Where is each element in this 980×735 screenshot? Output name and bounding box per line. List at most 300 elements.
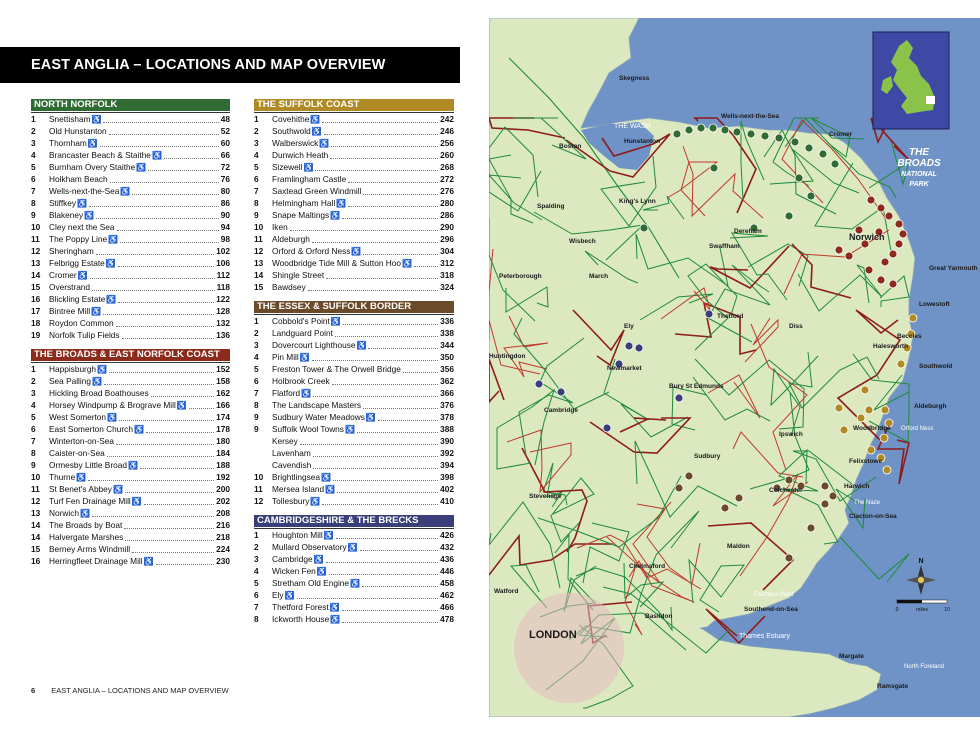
- entry-page-number: 162: [216, 388, 230, 398]
- index-entry: [254, 459, 454, 471]
- entry-number: 9: [254, 424, 259, 434]
- location-marker[interactable]: [889, 250, 897, 258]
- wheelchair-access-icon: ♿: [106, 294, 117, 304]
- wheelchair-access-icon: ♿: [91, 306, 102, 316]
- entry-number: 12: [31, 496, 41, 506]
- index-entry: [254, 351, 454, 363]
- entry-page-number: 202: [216, 496, 230, 506]
- location-marker[interactable]: [761, 132, 769, 140]
- entry-number: 4: [31, 150, 36, 160]
- entry-name: Stiffkey: [49, 198, 77, 208]
- town-label: Huntingdon: [489, 353, 526, 360]
- index-entry: [31, 209, 230, 221]
- entry-name: Horsey Windpump & Brograve Mill: [49, 400, 176, 410]
- index-entry: [31, 543, 230, 555]
- entry-page-number: 378: [440, 412, 454, 422]
- location-marker[interactable]: [895, 240, 903, 248]
- entry-number: 14: [31, 532, 41, 542]
- location-marker[interactable]: [673, 130, 681, 138]
- entry-number: 12: [31, 246, 41, 256]
- location-marker[interactable]: [805, 144, 813, 152]
- town-label: Chelmsford: [629, 563, 666, 570]
- location-marker[interactable]: [829, 492, 837, 500]
- location-marker[interactable]: [909, 314, 917, 322]
- index-entry: [31, 125, 230, 137]
- entry-page-number: 48: [220, 114, 230, 124]
- entry-name: Covehithe: [272, 114, 310, 124]
- leader-dots: [414, 259, 438, 267]
- wheelchair-access-icon: ♿: [284, 590, 295, 600]
- leader-dots: [348, 199, 438, 207]
- index-entry: [31, 375, 230, 387]
- entry-number: 15: [254, 282, 264, 292]
- entry-name: Saxtead Green Windmill: [272, 186, 362, 196]
- location-marker[interactable]: [897, 360, 905, 368]
- entry-list: [31, 112, 230, 341]
- entry-page-number: 366: [440, 388, 454, 398]
- location-marker[interactable]: [867, 196, 875, 204]
- leader-dots: [368, 341, 438, 349]
- leader-dots: [300, 437, 438, 445]
- entry-name: Cromer: [49, 270, 77, 280]
- entry-name: Landguard Point: [272, 328, 333, 338]
- entry-number: 3: [254, 340, 259, 350]
- location-marker[interactable]: [881, 258, 889, 266]
- location-marker[interactable]: [697, 124, 705, 132]
- section-brecks: [254, 515, 454, 625]
- town-label: Margate: [839, 653, 864, 660]
- wheelchair-access-icon: ♿: [310, 114, 321, 124]
- wheelchair-access-icon: ♿: [310, 496, 321, 506]
- location-marker[interactable]: [710, 164, 718, 172]
- wheelchair-access-icon: ♿: [105, 258, 116, 268]
- wheelchair-access-icon: ♿: [313, 554, 324, 564]
- leader-dots: [103, 307, 214, 315]
- town-label: Halesworth: [873, 343, 909, 350]
- entry-page-number: 128: [216, 306, 230, 316]
- entry-name: Cavendish: [272, 460, 312, 470]
- leader-dots: [88, 473, 214, 481]
- entry-page-number: 200: [216, 484, 230, 494]
- wheelchair-access-icon: ♿: [112, 484, 123, 494]
- entry-page-number: 336: [440, 316, 454, 326]
- wheelchair-access-icon: ♿: [87, 138, 98, 148]
- index-entry: [254, 315, 454, 327]
- location-marker[interactable]: [865, 406, 873, 414]
- location-marker[interactable]: [640, 224, 648, 232]
- leader-dots: [363, 401, 438, 409]
- wheelchair-access-icon: ♿: [303, 162, 314, 172]
- location-marker[interactable]: [835, 404, 843, 412]
- location-marker[interactable]: [535, 380, 543, 388]
- leader-dots: [313, 389, 438, 397]
- leader-dots: [132, 187, 218, 195]
- town-label: Watford: [494, 588, 519, 595]
- index-entry: [254, 577, 454, 589]
- entry-number: 3: [254, 554, 259, 564]
- entry-page-number: 178: [216, 424, 230, 434]
- location-marker[interactable]: [685, 472, 693, 480]
- leader-dots: [342, 615, 438, 623]
- sea-label-fastness-point: Fastness Point: [754, 592, 794, 598]
- entry-name: Turf Fen Drainage Mill: [49, 496, 131, 506]
- location-marker[interactable]: [795, 174, 803, 182]
- entry-page-number: 356: [440, 364, 454, 374]
- entry-name: Ormesby Little Broad: [49, 460, 127, 470]
- sea-label-the-wash: THE WASH: [614, 123, 651, 130]
- entry-name: Kersey: [272, 436, 298, 446]
- entry-number: 8: [254, 198, 259, 208]
- leader-dots: [124, 521, 214, 529]
- index-entry: [31, 495, 230, 507]
- location-marker[interactable]: [819, 150, 827, 158]
- location-marker[interactable]: [791, 138, 799, 146]
- location-marker[interactable]: [883, 466, 891, 474]
- entry-number: 5: [254, 162, 259, 172]
- entry-number: 3: [31, 388, 36, 398]
- entry-page-number: 230: [216, 556, 230, 566]
- location-marker[interactable]: [675, 394, 683, 402]
- leader-dots: [110, 175, 219, 183]
- town-label: Boston: [559, 143, 582, 150]
- wheelchair-access-icon: ♿: [301, 388, 312, 398]
- location-marker[interactable]: [733, 128, 741, 136]
- index-entry: [254, 221, 454, 233]
- index-entry: [254, 281, 454, 293]
- entry-number: 14: [254, 270, 264, 280]
- svg-text:0: 0: [895, 607, 899, 613]
- wheelchair-access-icon: ♿: [127, 460, 138, 470]
- entry-name: Berney Arms Windmill: [49, 544, 131, 554]
- location-marker[interactable]: [899, 230, 907, 238]
- town-label: Thetford: [717, 313, 744, 320]
- index-entry: [254, 161, 454, 173]
- leader-dots: [118, 295, 214, 303]
- index-entry: [31, 447, 230, 459]
- entry-name: Norfolk Tulip Fields: [49, 330, 120, 340]
- leader-dots: [360, 543, 438, 551]
- leader-dots: [146, 425, 214, 433]
- wheelchair-access-icon: ♿: [91, 376, 102, 386]
- leader-dots: [109, 127, 219, 135]
- location-marker[interactable]: [785, 212, 793, 220]
- town-label: March: [589, 273, 609, 280]
- leader-dots: [151, 389, 215, 397]
- entry-number: 11: [254, 484, 263, 494]
- location-marker[interactable]: [877, 204, 885, 212]
- entry-number: 1: [31, 364, 36, 374]
- leader-dots: [96, 247, 214, 255]
- location-marker[interactable]: [821, 482, 829, 490]
- entry-name: Woodbridge Tide Mill & Sutton Hoo: [272, 258, 401, 268]
- entry-name: Tollesbury: [272, 496, 310, 506]
- entry-number: 1: [31, 114, 36, 124]
- location-marker[interactable]: [807, 192, 815, 200]
- index-entry: [254, 233, 454, 245]
- page-title: EAST ANGLIA – LOCATIONS AND MAP OVERVIEW: [31, 57, 386, 73]
- entry-page-number: 260: [440, 150, 454, 160]
- location-marker[interactable]: [867, 446, 875, 454]
- town-label: Felixstowe: [849, 458, 883, 465]
- town-label: Cromer: [829, 131, 853, 138]
- wheelchair-access-icon: ♿: [350, 578, 360, 588]
- entry-page-number: 188: [216, 460, 230, 470]
- leader-dots: [312, 235, 438, 243]
- section-heading: THE SUFFOLK COAST: [254, 99, 454, 111]
- index-entry: [31, 221, 230, 233]
- wheelchair-access-icon: ♿: [299, 352, 310, 362]
- entry-number: 13: [31, 508, 41, 518]
- leader-dots: [103, 115, 218, 123]
- entry-number: 12: [254, 496, 264, 506]
- leader-dots: [363, 247, 438, 255]
- entry-page-number: 344: [440, 340, 454, 350]
- town-label: Sudbury: [694, 453, 721, 460]
- wheelchair-access-icon: ♿: [84, 210, 95, 220]
- entry-name: Orford & Orford Ness: [272, 246, 351, 256]
- entry-name: Sheringham: [49, 246, 94, 256]
- wheelchair-access-icon: ♿: [325, 484, 336, 494]
- entry-list: [31, 362, 230, 567]
- town-label: Colchester: [769, 487, 803, 494]
- entry-name: Pin Mill: [272, 352, 299, 362]
- entry-page-number: 446: [440, 566, 454, 576]
- leader-dots: [348, 175, 438, 183]
- entry-name: Wicken Fen: [272, 566, 316, 576]
- town-label: Ipswich: [779, 431, 803, 438]
- leader-dots: [117, 223, 219, 231]
- wheelchair-access-icon: ♿: [347, 542, 358, 552]
- town-label: Skegness: [619, 75, 650, 82]
- entry-page-number: 410: [440, 496, 454, 506]
- leader-dots: [343, 317, 438, 325]
- map-canvas[interactable]: [489, 18, 980, 717]
- town-label: Wisbech: [569, 238, 596, 245]
- index-entry: [31, 269, 230, 281]
- entry-name: Winterton-on-Sea: [49, 436, 115, 446]
- town-label: Lowestoft: [919, 301, 950, 308]
- location-marker[interactable]: [603, 424, 611, 432]
- location-marker[interactable]: [877, 276, 885, 284]
- index-entry: [31, 471, 230, 483]
- entry-page-number: 458: [440, 578, 454, 588]
- town-label: Bury St Edmunds: [669, 383, 724, 390]
- town-label: King's Lynn: [619, 198, 656, 205]
- entry-name: Stretham Old Engine: [272, 578, 350, 588]
- location-marker[interactable]: [635, 344, 643, 352]
- entry-page-number: 324: [440, 282, 454, 292]
- leader-dots: [315, 163, 438, 171]
- location-marker[interactable]: [721, 126, 729, 134]
- index-entry: [254, 125, 454, 137]
- sea-label-north-foreland: North Foreland: [904, 664, 945, 670]
- leader-dots: [322, 497, 438, 505]
- entry-name: St Benet's Abbey: [49, 484, 112, 494]
- index-entry: [254, 529, 454, 541]
- leader-dots: [357, 425, 438, 433]
- index-entry: [254, 149, 454, 161]
- entry-number: 18: [31, 318, 41, 328]
- entry-page-number: 246: [440, 126, 454, 136]
- entry-number: 14: [31, 270, 41, 280]
- entry-name: Cley next the Sea: [49, 222, 115, 232]
- location-marker[interactable]: [861, 386, 869, 394]
- location-marker[interactable]: [747, 130, 755, 138]
- location-marker[interactable]: [557, 388, 565, 396]
- location-marker[interactable]: [831, 160, 839, 168]
- entry-page-number: 462: [440, 590, 454, 600]
- location-marker[interactable]: [735, 494, 743, 502]
- wheelchair-access-icon: ♿: [330, 316, 341, 326]
- index-entry: [254, 399, 454, 411]
- entry-name: Thurne: [49, 472, 76, 482]
- entry-page-number: 132: [216, 318, 230, 328]
- sea-label-orford-ness: Orford Ness: [901, 426, 934, 432]
- entry-page-number: 136: [216, 330, 230, 340]
- leader-dots: [92, 283, 215, 291]
- location-marker[interactable]: [709, 124, 717, 132]
- wheelchair-access-icon: ♿: [401, 258, 412, 268]
- index-entry: [254, 257, 454, 269]
- wheelchair-access-icon: ♿: [323, 530, 334, 540]
- index-entry: [31, 555, 230, 567]
- entry-page-number: 60: [220, 138, 230, 148]
- location-marker[interactable]: [880, 434, 888, 442]
- index-entry: [254, 565, 454, 577]
- location-marker[interactable]: [775, 134, 783, 142]
- entry-number: 8: [31, 198, 36, 208]
- location-marker[interactable]: [885, 212, 893, 220]
- index-entry: [31, 305, 230, 317]
- entry-name: Houghton Mill: [272, 530, 323, 540]
- town-label: Harwich: [844, 483, 870, 490]
- entry-number: 9: [254, 412, 259, 422]
- location-marker[interactable]: [807, 524, 815, 532]
- location-marker[interactable]: [881, 406, 889, 414]
- wheelchair-access-icon: ♿: [77, 270, 88, 280]
- entry-page-number: 276: [440, 186, 454, 196]
- index-entry: [31, 531, 230, 543]
- leader-dots: [148, 163, 219, 171]
- location-marker[interactable]: [835, 246, 843, 254]
- leader-dots: [109, 365, 214, 373]
- entry-name: Walberswick: [272, 138, 319, 148]
- index-entry: [31, 363, 230, 375]
- entry-name: Suffolk Wool Towns: [272, 424, 344, 434]
- index-entry: [31, 399, 230, 411]
- east-anglia-map[interactable]: [489, 18, 980, 717]
- location-marker[interactable]: [785, 554, 793, 562]
- leader-dots: [119, 413, 214, 421]
- footer-text: EAST ANGLIA – LOCATIONS AND MAP OVERVIEW: [51, 686, 229, 695]
- location-marker[interactable]: [865, 266, 873, 274]
- entry-name: Felbrigg Estate: [49, 258, 105, 268]
- leader-dots: [96, 211, 219, 219]
- wheelchair-access-icon: ♿: [311, 126, 322, 136]
- location-marker[interactable]: [705, 310, 713, 318]
- leader-dots: [363, 187, 438, 195]
- index-entry: [31, 483, 230, 495]
- entry-name: Snape Maltings: [272, 210, 330, 220]
- location-marker[interactable]: [625, 342, 633, 350]
- entry-name: Blakeney: [49, 210, 84, 220]
- town-label: Ramsgate: [877, 683, 909, 690]
- entry-name: Cambridge: [272, 554, 313, 564]
- location-marker[interactable]: [721, 504, 729, 512]
- leader-dots: [116, 319, 215, 327]
- wheelchair-access-icon: ♿: [107, 412, 117, 422]
- index-entry: [254, 411, 454, 423]
- london-area: [514, 593, 624, 703]
- entry-name: Aldeburgh: [272, 234, 310, 244]
- index-entry: [31, 519, 230, 531]
- wheelchair-access-icon: ♿: [319, 138, 330, 148]
- index-entry: [254, 589, 454, 601]
- location-marker[interactable]: [857, 414, 865, 422]
- entry-list: [254, 112, 454, 293]
- index-entry: [31, 113, 230, 125]
- location-marker[interactable]: [821, 500, 829, 508]
- entry-page-number: 362: [440, 376, 454, 386]
- index-entry: [254, 245, 454, 257]
- entry-name: Hickling Broad Boathouses: [49, 388, 149, 398]
- sea-label-the-naze: The Naze: [854, 500, 881, 506]
- entry-page-number: 184: [216, 448, 230, 458]
- index-entry: [31, 185, 230, 197]
- entry-page-number: 402: [440, 484, 454, 494]
- entry-name: Lavenham: [272, 448, 311, 458]
- town-label: Southwold: [919, 363, 953, 370]
- entry-page-number: 192: [216, 472, 230, 482]
- wheelchair-access-icon: ♿: [143, 556, 154, 566]
- entry-page-number: 112: [216, 270, 230, 280]
- location-marker[interactable]: [840, 426, 848, 434]
- entry-name: Southwold: [272, 126, 311, 136]
- index-entry: [31, 423, 230, 435]
- index-entry: [254, 483, 454, 495]
- leader-dots: [378, 413, 438, 421]
- svg-text:NATIONAL: NATIONAL: [901, 171, 937, 178]
- leader-dots: [403, 365, 438, 373]
- index-entry: [254, 601, 454, 613]
- index-entry: [31, 137, 230, 149]
- index-entry: [31, 161, 230, 173]
- location-marker[interactable]: [889, 280, 897, 288]
- entry-number: 13: [31, 258, 41, 268]
- entry-name: Snettisham: [49, 114, 91, 124]
- wheelchair-access-icon: ♿: [77, 198, 88, 208]
- entry-page-number: 98: [220, 234, 230, 244]
- location-marker[interactable]: [845, 252, 853, 260]
- entry-page-number: 350: [440, 352, 454, 362]
- location-marker[interactable]: [895, 220, 903, 228]
- entry-name: Mersea Island: [272, 484, 325, 494]
- entry-name: The Broads by Boat: [49, 520, 123, 530]
- town-label: Ely: [624, 323, 634, 330]
- entry-name: Dovercourt Lighthouse: [272, 340, 356, 350]
- location-marker[interactable]: [685, 126, 693, 134]
- entry-page-number: 296: [440, 234, 454, 244]
- entry-name: Brancaster Beach & Staithe: [49, 150, 151, 160]
- location-marker[interactable]: [785, 476, 793, 484]
- entry-name: Caister-on-Sea: [49, 448, 105, 458]
- leader-dots: [92, 509, 214, 517]
- location-marker[interactable]: [675, 484, 683, 492]
- town-label: Clacton-on-Sea: [849, 513, 897, 520]
- entry-page-number: 158: [216, 376, 230, 386]
- leader-dots: [104, 377, 214, 385]
- leader-dots: [144, 497, 214, 505]
